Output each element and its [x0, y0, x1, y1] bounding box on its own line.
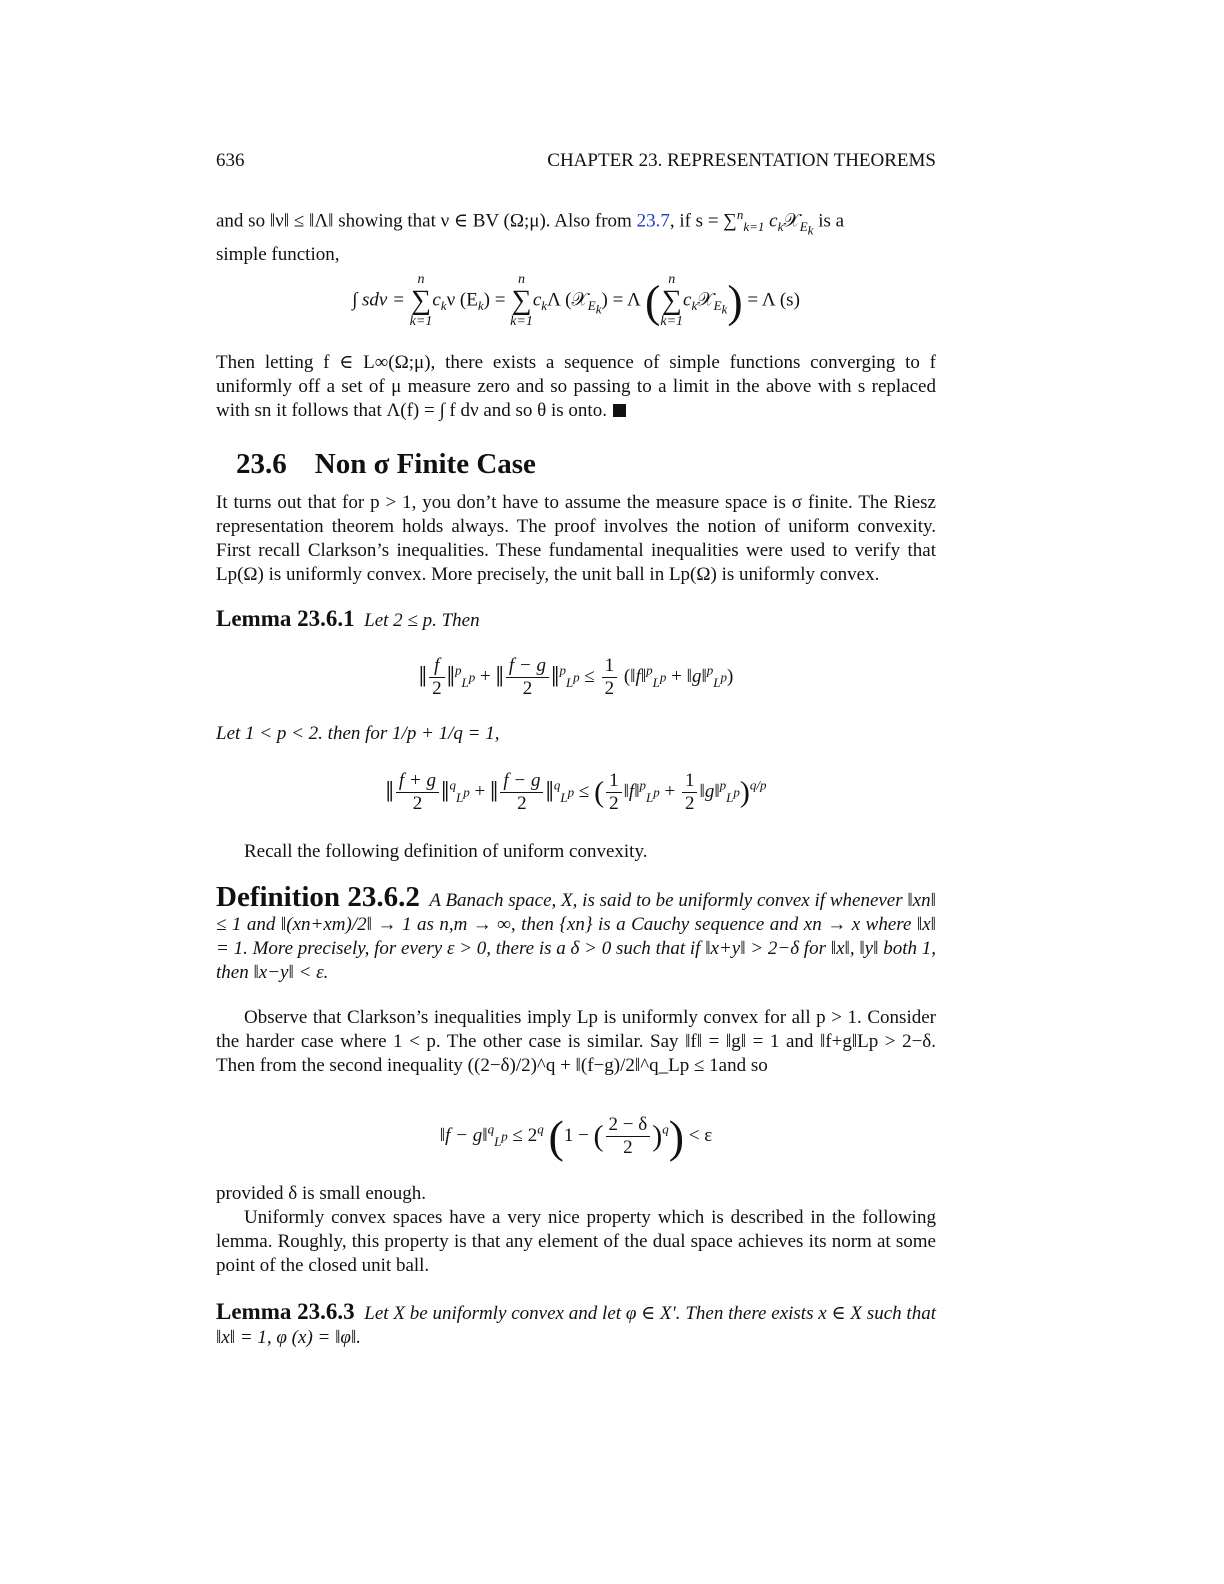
lemma-23-6-3 [216, 1300, 936, 1350]
equation-reference-link[interactable]: 23.7 [636, 210, 670, 232]
equation-difference-bound: ‖f − g‖$^q_{L^p}$ ≤ $2^q$ (1 − ( $\frac{2 - \delta}{2}$ )$^q$) < ε [439, 1111, 713, 1162]
paragraph-uniformly-convex-property: Uniformly convex spaces have a very nice property which is described in the following lemma. Roughly, this property is that any element of the dual space achieves its norm at some point of the closed unit ball. [216, 1207, 936, 1276]
eq1-rhs: = Λ (s) [747, 289, 800, 311]
page-number: 636 [216, 150, 245, 171]
qed-square-icon [613, 404, 626, 417]
sum-symbol: n ∑ k=1 [660, 272, 684, 329]
section-title: Non σ Finite Case [314, 448, 536, 480]
intro-text-a: and so ‖ν‖ ≤ ‖Λ‖ showing that ν ∈ BV (Ω;μ). Also from [216, 210, 637, 232]
intro-paragraph: and so ‖ν‖ ≤ ‖Λ‖ showing that ν ∈ BV (Ω;μ). Also from 23.7, if s = ∑$^n_{k=1}$ $c_k𝒳_{E_k}$ is a simple function, [216, 207, 845, 265]
section-heading [236, 448, 536, 481]
eq1-lhs: ∫ sdν = [352, 289, 405, 311]
intro-text-b: , if s = ∑ [669, 210, 737, 232]
intro-text-e: is a [813, 210, 845, 232]
section-number: 23.6 [236, 448, 287, 480]
lemma-statement: Let 2 ≤ p. Then [364, 610, 480, 631]
sum-symbol: n ∑ k=1 [510, 272, 533, 329]
definition-text: A Banach space, X, is said to be uniformly convex if whenever ‖xn‖ ≤ 1 and ‖(xn+xm)/2‖ → 1 as n,m → ∞, then {xn} is a Cauchy sequence and xn → x where ‖x‖ = 1. More precisely, for every ε > 0, there is a δ > 0 such that if ‖x+y‖ > 2−δ for ‖x‖, ‖y‖ both 1, then ‖x−y‖ < ε. [216, 890, 937, 983]
lemma-label-2: Lemma 23.6.3 [216, 1299, 355, 1324]
sum-symbol: n ∑ k=1 [409, 272, 433, 329]
definition-23-6-2 [216, 881, 937, 985]
equation-integral-simple-function: ∫ sdν = n ∑ k=1 $c_k\nu$ $(E_k)$ = n ∑ k=1 $c_k\Lambda$ (𝒳$_{E_k}$) = Λ ( n ∑ k=1 $c_k𝒳_{E_k}) = \Lambda$ (s) [352, 272, 800, 329]
sum-sup: n [736, 207, 744, 222]
definition-label: Definition 23.6.2 [216, 881, 420, 913]
intro-text-c: c [764, 210, 778, 232]
paragraph-uniform-convexity: It turns out that for p > 1, you don’t have to assume the measure space is σ finite. The Riesz representation theorem holds always. The proof involves the notion of uniform convexity. First recall Clarkson’s inequalities. These fundamental inequalities were used to verify that Lp(Ω) is uniformly convex. More precisely, the unit ball in Lp(Ω) is uniformly convex. [216, 492, 936, 585]
lemma-label: Lemma 23.6.1 [216, 606, 355, 631]
intro-text-d: 𝒳 [783, 210, 800, 232]
lemma-second-case [216, 722, 936, 746]
paragraph-onto-text: Then letting f ∈ L∞(Ω;μ), there exists a sequence of simple functions converging to f uniformly off a set of μ measure zero and so passing to a limit in the above with s replaced with sn it follows that Λ(f) = ∫ f dν and so θ is onto. [216, 352, 936, 421]
lemma-statement-2: Let X be uniformly convex and let φ ∈ X′. Then there exists x ∈ X such that ‖x‖ = 1, φ (x) = ‖φ‖. [216, 1303, 936, 1348]
lemma-23-6-1 [216, 607, 936, 633]
equation-clarkson-1: ‖ $\frac{f}{2}$ ‖$^p_{L^p}$ + ‖ $\frac{f - g}{2}$ ‖$^p_{L^p}$ ≤ $\frac{1}{2}$ (‖f‖$^p_{L^p}$ + ‖g‖$^p_{L^p}$) [418, 655, 734, 699]
paragraph-onto [216, 351, 936, 423]
paragraph-provided: provided δ is small enough. [216, 1183, 427, 1204]
recall-line: Recall the following definition of uniform convexity. [244, 841, 648, 862]
paragraph-clarkson-implies: Observe that Clarkson’s inequalities imply Lp is uniformly convex for all p > 1. Consider the harder case where 1 < p. The other case is similar. Say ‖f‖ = ‖g‖ = 1 and ‖f+g‖Lp > 2−δ. Then from the second inequality ((2−δ)/2)^q + ‖(f−g)/2‖^q_Lp ≤ 1and so [216, 1007, 936, 1076]
chapter-title: CHAPTER 23. REPRESENTATION THEOREMS [547, 150, 936, 171]
equation-clarkson-2: ‖ $\frac{f + g}{2}$ ‖$^q_{L^p}$ + ‖ $\frac{f - g}{2}$ ‖$^q_{L^p}$ ≤ ( $\frac{1}{2}$ ‖f‖$^p_{L^p}$ + $\frac{1}{2}$ ‖g‖$^p_{L^p}$)$^{q/p}$ [385, 770, 767, 814]
intro-line2: simple function, [216, 243, 340, 265]
sum-sub: k=1 [743, 219, 765, 235]
lemma-second-case-text: Let 1 < p < 2. then for 1/p + 1/q = 1, [216, 723, 500, 744]
